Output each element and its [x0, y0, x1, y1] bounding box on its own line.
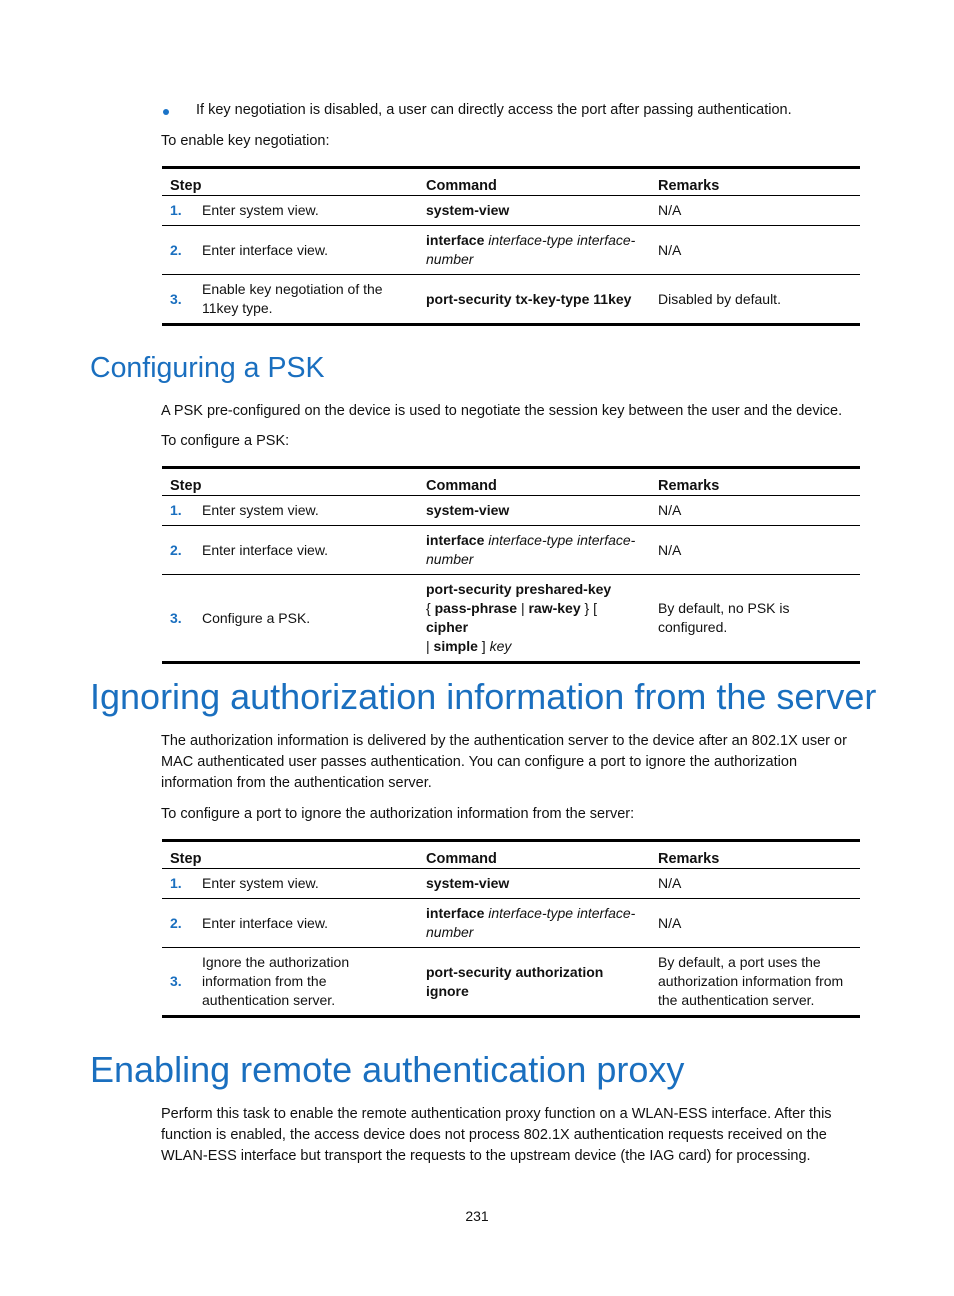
command-keyword: simple — [433, 638, 478, 654]
step-number: 3. — [170, 290, 182, 307]
command-header: Command — [418, 168, 650, 196]
command-argument: interface-type interface-number — [426, 532, 636, 567]
step-command: system-view — [418, 196, 650, 226]
table-header-row — [162, 168, 860, 196]
step-command: system-view — [418, 869, 650, 899]
lead-text: To enable key negotiation: — [161, 133, 330, 149]
step-description: Ignore the authorization information from the authentication server. — [202, 954, 350, 1008]
psk-table — [162, 466, 860, 664]
section-heading-proxy: Enabling remote authentication proxy — [90, 1049, 685, 1090]
psk-body: A PSK pre-configured on the device is used to negotiate the session key between the user and the device. — [161, 403, 843, 419]
step-description: Enter interface view. — [194, 226, 418, 275]
step-description: Enter interface view. — [194, 526, 418, 575]
step-header: Step — [162, 168, 418, 196]
table-header-row — [162, 468, 860, 496]
step-number: 2. — [162, 899, 194, 948]
step-remarks: N/A — [650, 496, 860, 526]
step-header: Step — [162, 841, 418, 869]
table-row — [162, 526, 860, 575]
command-keyword: interface — [426, 232, 485, 248]
table-row — [162, 196, 860, 226]
bullet-text: If key negotiation is disabled, a user can directly access the port after passing authentication. — [196, 102, 792, 118]
table-row — [162, 226, 860, 275]
step-command: system-view — [418, 496, 650, 526]
step-command: port-security tx-key-type 11key — [426, 290, 632, 307]
table-row — [162, 496, 860, 526]
step-command: port-security authorization ignore — [426, 963, 604, 999]
step-description: Enable key negotiation of the 11key type. — [202, 281, 383, 316]
step-description: Enter system view. — [194, 196, 418, 226]
command-header: Command — [418, 468, 650, 496]
command-argument: interface-type interface-number — [426, 905, 636, 940]
step-remarks: N/A — [650, 869, 860, 899]
table-row — [162, 948, 860, 1017]
step-command — [418, 899, 650, 948]
step-number: 3. — [170, 609, 182, 626]
page-number: 231 — [465, 1208, 489, 1224]
command-keyword: cipher — [426, 619, 469, 635]
command-header: Command — [418, 841, 650, 869]
ignore-auth-lead: To configure a port to ignore the authorization information from the server: — [161, 806, 635, 822]
step-number: 2. — [162, 226, 194, 275]
psk-lead: To configure a PSK: — [161, 433, 290, 449]
command-keyword: pass-phrase — [434, 600, 518, 616]
step-number: 1. — [162, 196, 194, 226]
step-remarks: By default, no PSK is configured. — [658, 600, 790, 635]
table-row — [162, 575, 860, 663]
step-number: 3. — [170, 973, 182, 989]
key-negotiation-table — [162, 166, 860, 326]
command-keyword: raw-key — [528, 600, 581, 616]
proxy-body: Perform this task to enable the remote authentication proxy function on a WLAN-ESS interface. After this function is enabled, the access device does not process 802.1X authentication requests received on the WLAN-ESS interface but transport the requests to the upstream device (the IAG card) for processing. — [161, 1106, 832, 1164]
command-keyword: port-security preshared-key — [426, 581, 612, 597]
command-argument: interface-type interface-number — [426, 232, 636, 267]
remarks-header: Remarks — [650, 468, 860, 496]
step-command: port-security preshared-key { pass-phrase | raw-key } [ cipher | simple ] key — [426, 581, 612, 654]
ignore-auth-table — [162, 839, 860, 1018]
table-row — [162, 899, 860, 948]
command-keyword: interface — [426, 532, 485, 548]
section-heading-psk: Configuring a PSK — [90, 352, 325, 384]
step-description: Enter system view. — [194, 496, 418, 526]
step-description: Enter interface view. — [194, 899, 418, 948]
step-number: 2. — [162, 526, 194, 575]
step-remarks: Disabled by default. — [658, 290, 781, 307]
table-row — [162, 275, 860, 325]
step-remarks: N/A — [650, 196, 860, 226]
step-command — [418, 526, 650, 575]
step-command — [418, 226, 650, 275]
step-number: 1. — [162, 496, 194, 526]
table-row — [162, 869, 860, 899]
step-remarks: By default, a port uses the authorization information from the authentication server. — [658, 954, 844, 1008]
bullet-dot-icon — [163, 109, 169, 115]
step-remarks: N/A — [650, 899, 860, 948]
step-number: 1. — [162, 869, 194, 899]
command-argument: key — [489, 638, 512, 654]
command-keyword: interface — [426, 905, 485, 921]
step-description: Enter system view. — [194, 869, 418, 899]
table-header-row — [162, 841, 860, 869]
ignore-auth-body: The authorization information is delivered by the authentication server to the device after an 802.1X user or MAC authenticated user passes authentication. You can configure a port to ignore the authorization information from the authentication server. — [161, 733, 847, 791]
step-header: Step — [162, 468, 418, 496]
step-description: Configure a PSK. — [202, 609, 311, 626]
section-heading-ignore-auth: Ignoring authorization information from the server — [90, 676, 877, 717]
step-remarks: N/A — [650, 226, 860, 275]
remarks-header: Remarks — [650, 168, 860, 196]
step-remarks: N/A — [650, 526, 860, 575]
remarks-header: Remarks — [650, 841, 860, 869]
